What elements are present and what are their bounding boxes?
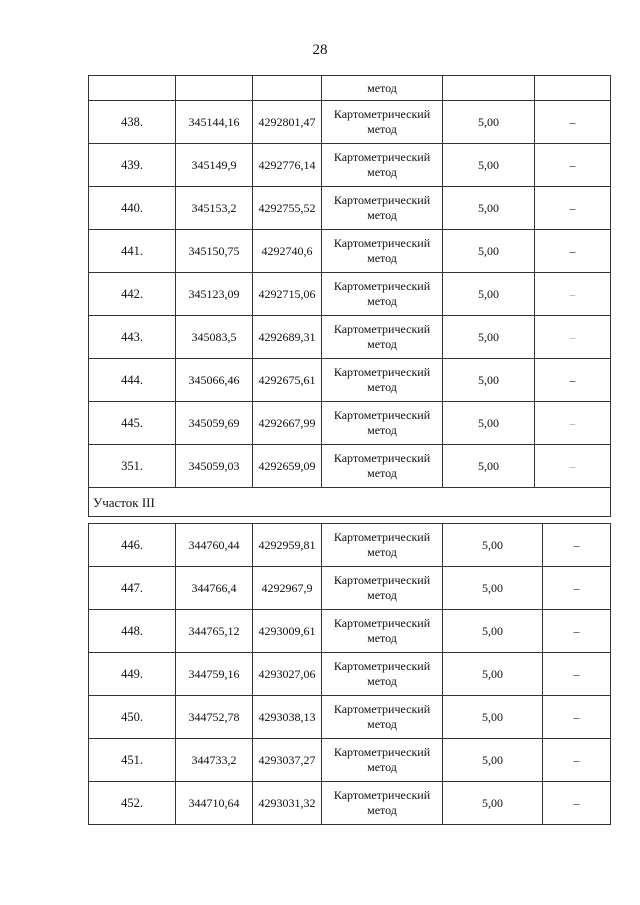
method-line2: метод <box>367 380 397 394</box>
method-line1: Картометрический <box>333 573 431 587</box>
method-line1: Картометрический <box>333 745 431 759</box>
method-line1: Картометрический <box>333 322 431 336</box>
method-line2: метод <box>367 674 397 688</box>
method-line1: Картометрический <box>333 193 431 207</box>
section-label: Участок III <box>89 488 611 517</box>
dash-cell: – <box>535 144 611 187</box>
method-cell <box>322 316 443 359</box>
method-line2: метод <box>367 208 397 222</box>
coordinate-x: 345150,75 <box>176 230 253 273</box>
coordinate-x: 344765,12 <box>176 610 253 653</box>
method-line2: метод <box>367 545 397 559</box>
dash-cell: – <box>535 316 611 359</box>
accuracy-value: 5,00 <box>443 739 543 782</box>
dash-cell: – <box>543 653 611 696</box>
method-line1: Картометрический <box>333 451 431 465</box>
cell-empty <box>535 76 611 101</box>
coordinate-y: 4292967,9 <box>253 567 322 610</box>
table-row <box>89 230 611 273</box>
dash-cell: – <box>535 101 611 144</box>
coordinate-x: 344710,64 <box>176 782 253 825</box>
method-line1: Картометрический <box>333 236 431 250</box>
table-row <box>89 739 611 782</box>
coordinate-x: 344759,16 <box>176 653 253 696</box>
accuracy-value: 5,00 <box>443 402 535 445</box>
table-row <box>89 610 611 653</box>
coordinates-table <box>88 75 611 517</box>
accuracy-value: 5,00 <box>443 782 543 825</box>
section-row <box>89 488 611 517</box>
method-line1: Картометрический <box>333 150 431 164</box>
method-cell <box>322 101 443 144</box>
dash-cell: – <box>543 567 611 610</box>
method-cell <box>322 610 443 653</box>
method-line1: Картометрический <box>333 659 431 673</box>
method-line2: метод <box>367 337 397 351</box>
coordinate-x: 344733,2 <box>176 739 253 782</box>
method-cell <box>322 567 443 610</box>
table-body-part1 <box>89 76 611 488</box>
point-number: 449. <box>89 653 176 696</box>
coordinate-x: 345059,69 <box>176 402 253 445</box>
coordinate-y: 4292659,09 <box>253 445 322 488</box>
method-line1: Картометрический <box>333 788 431 802</box>
coordinate-x: 345066,46 <box>176 359 253 402</box>
dash-cell: – <box>543 782 611 825</box>
table-continuation-row <box>89 76 611 101</box>
coordinate-y: 4293031,32 <box>253 782 322 825</box>
table-row <box>89 144 611 187</box>
accuracy-value: 5,00 <box>443 610 543 653</box>
coordinate-y: 4292776,14 <box>253 144 322 187</box>
point-number: 444. <box>89 359 176 402</box>
coordinate-y: 4292740,6 <box>253 230 322 273</box>
point-number: 451. <box>89 739 176 782</box>
table-row <box>89 402 611 445</box>
dash-cell: – <box>543 524 611 567</box>
cell-empty <box>443 76 535 101</box>
point-number: 443. <box>89 316 176 359</box>
coordinate-y: 4292715,06 <box>253 273 322 316</box>
coordinate-y: 4292675,61 <box>253 359 322 402</box>
table-row <box>89 696 611 739</box>
coordinates-table-part2 <box>88 523 611 825</box>
dash-cell: – <box>535 359 611 402</box>
method-line2: метод <box>367 122 397 136</box>
dash-cell: – <box>535 230 611 273</box>
table-section <box>89 488 611 517</box>
table-row <box>89 782 611 825</box>
coordinate-x: 344752,78 <box>176 696 253 739</box>
dash-cell: – <box>535 187 611 230</box>
dash-cell: – <box>535 402 611 445</box>
coordinate-x: 345059,03 <box>176 445 253 488</box>
method-line2: метод <box>367 466 397 480</box>
accuracy-value: 5,00 <box>443 187 535 230</box>
coordinate-y: 4292667,99 <box>253 402 322 445</box>
table-row <box>89 273 611 316</box>
accuracy-value: 5,00 <box>443 359 535 402</box>
dash-cell: – <box>543 696 611 739</box>
point-number: 441. <box>89 230 176 273</box>
method-line2: метод <box>367 588 397 602</box>
coordinate-y: 4293009,61 <box>253 610 322 653</box>
coordinate-y: 4293027,06 <box>253 653 322 696</box>
point-number: 445. <box>89 402 176 445</box>
accuracy-value: 5,00 <box>443 316 535 359</box>
method-line2: метод <box>367 717 397 731</box>
coordinate-x: 345149,9 <box>176 144 253 187</box>
coordinate-x: 344766,4 <box>176 567 253 610</box>
method-tail-cell: метод <box>322 76 443 101</box>
coordinate-y: 4292689,31 <box>253 316 322 359</box>
accuracy-value: 5,00 <box>443 653 543 696</box>
accuracy-value: 5,00 <box>443 696 543 739</box>
table-row <box>89 567 611 610</box>
point-number: 442. <box>89 273 176 316</box>
coordinate-x: 345144,16 <box>176 101 253 144</box>
table-row <box>89 316 611 359</box>
method-line2: метод <box>367 251 397 265</box>
table-row <box>89 653 611 696</box>
dash-cell: – <box>543 610 611 653</box>
method-line2: метод <box>367 803 397 817</box>
table-row <box>89 445 611 488</box>
point-number: 439. <box>89 144 176 187</box>
cell-empty <box>176 76 253 101</box>
method-line2: метод <box>367 165 397 179</box>
coordinate-y: 4292959,81 <box>253 524 322 567</box>
coordinate-y: 4293037,27 <box>253 739 322 782</box>
method-cell <box>322 402 443 445</box>
point-number: 438. <box>89 101 176 144</box>
accuracy-value: 5,00 <box>443 445 535 488</box>
accuracy-value: 5,00 <box>443 144 535 187</box>
point-number: 446. <box>89 524 176 567</box>
page-number: 28 <box>312 42 328 58</box>
coordinate-x: 344760,44 <box>176 524 253 567</box>
table-row <box>89 101 611 144</box>
method-cell <box>322 653 443 696</box>
accuracy-value: 5,00 <box>443 101 535 144</box>
point-number: 452. <box>89 782 176 825</box>
method-line2: метод <box>367 294 397 308</box>
method-cell <box>322 144 443 187</box>
method-cell <box>322 445 443 488</box>
coordinate-y: 4293038,13 <box>253 696 322 739</box>
coordinate-x: 345083,5 <box>176 316 253 359</box>
point-number: 440. <box>89 187 176 230</box>
method-cell <box>322 696 443 739</box>
coordinate-y: 4292801,47 <box>253 101 322 144</box>
accuracy-value: 5,00 <box>443 524 543 567</box>
method-line2: метод <box>367 631 397 645</box>
point-number: 448. <box>89 610 176 653</box>
method-cell <box>322 524 443 567</box>
method-cell <box>322 187 443 230</box>
dash-cell: – <box>543 739 611 782</box>
dash-cell: – <box>535 445 611 488</box>
method-cell <box>322 273 443 316</box>
method-cell <box>322 782 443 825</box>
method-line1: Картометрический <box>333 107 431 121</box>
method-line1: Картометрический <box>333 279 431 293</box>
method-line1: Картометрический <box>333 408 431 422</box>
method-line1: Картометрический <box>333 530 431 544</box>
table-body-part2 <box>89 524 611 825</box>
method-line1: Картометрический <box>333 702 431 716</box>
method-cell <box>322 739 443 782</box>
point-number: 450. <box>89 696 176 739</box>
accuracy-value: 5,00 <box>443 273 535 316</box>
accuracy-value: 5,00 <box>443 567 543 610</box>
coordinate-y: 4292755,52 <box>253 187 322 230</box>
point-number: 351. <box>89 445 176 488</box>
point-number: 447. <box>89 567 176 610</box>
dash-cell: – <box>535 273 611 316</box>
method-cell <box>322 359 443 402</box>
method-line1: Картометрический <box>333 616 431 630</box>
cell-empty <box>253 76 322 101</box>
accuracy-value: 5,00 <box>443 230 535 273</box>
table-row <box>89 187 611 230</box>
method-line2: метод <box>367 423 397 437</box>
method-cell <box>322 230 443 273</box>
method-line1: Картометрический <box>333 365 431 379</box>
coordinate-x: 345153,2 <box>176 187 253 230</box>
table-row <box>89 524 611 567</box>
table-row <box>89 359 611 402</box>
coordinate-x: 345123,09 <box>176 273 253 316</box>
cell-empty <box>89 76 176 101</box>
method-line2: метод <box>367 760 397 774</box>
